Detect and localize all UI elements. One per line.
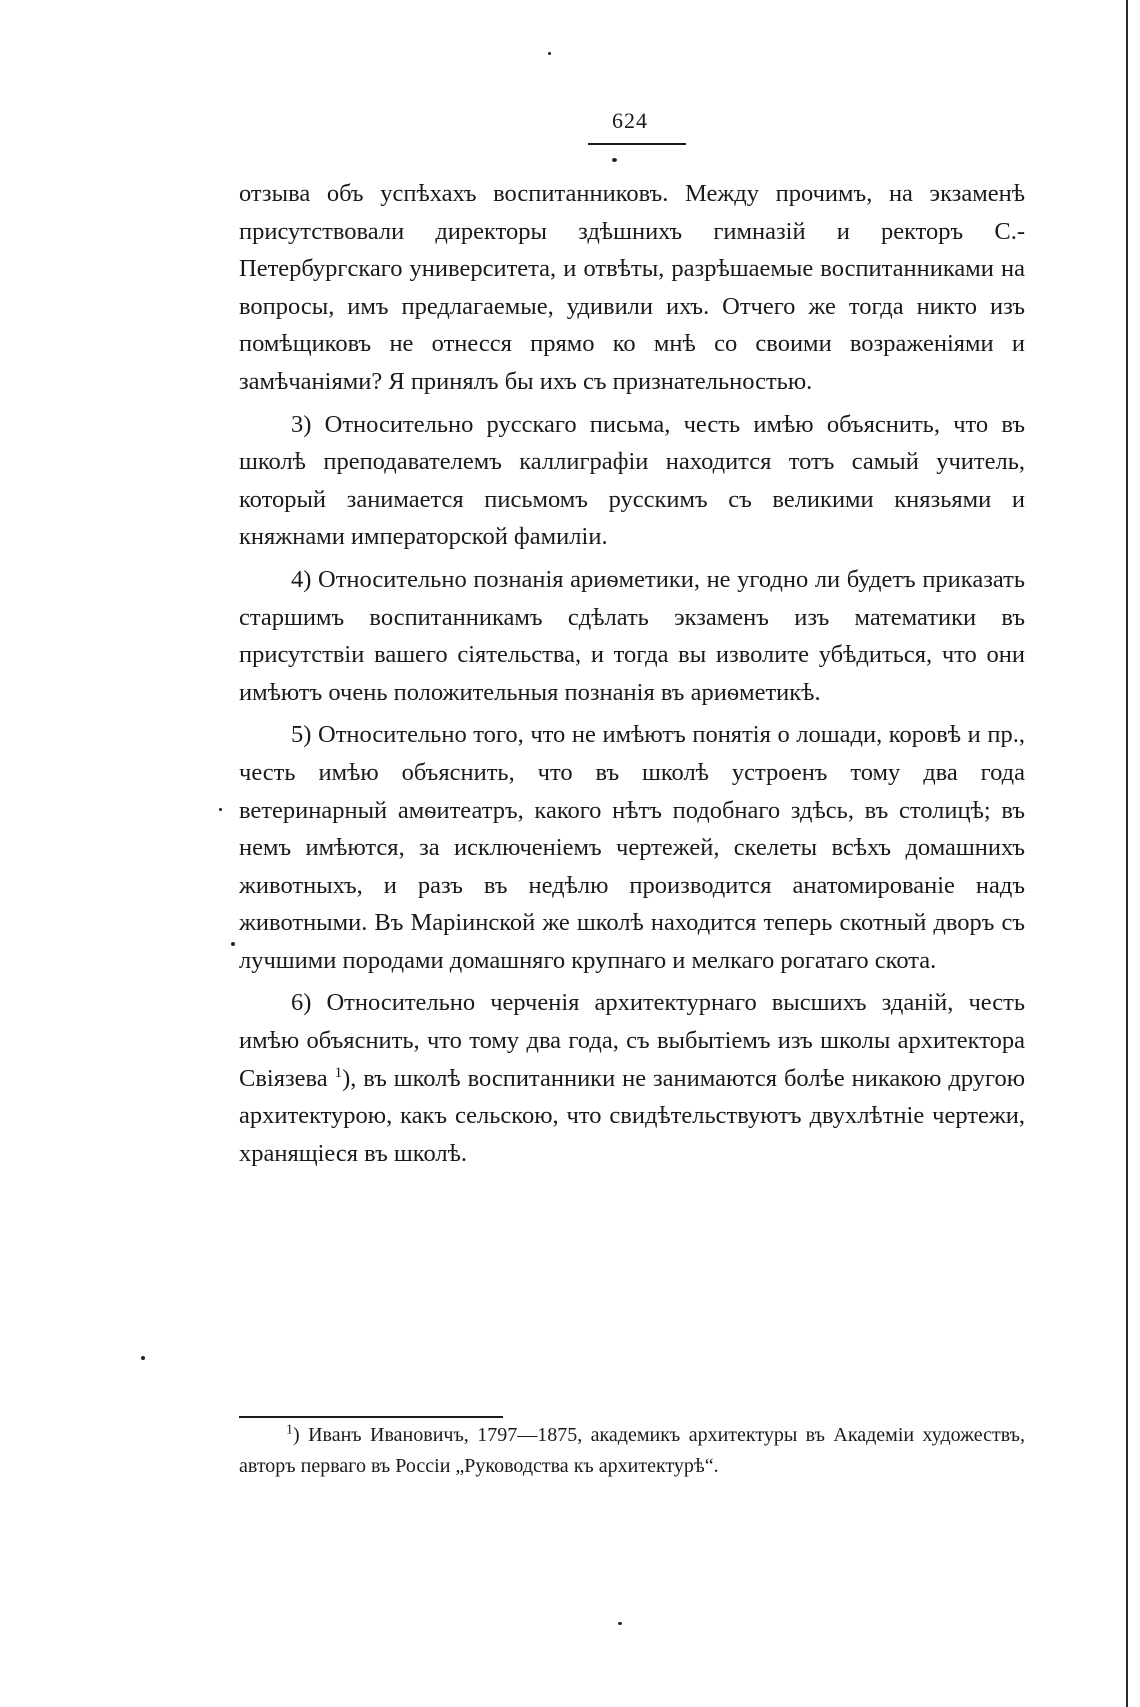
- footnote-mark: 1: [286, 1422, 293, 1438]
- page-number: 624: [612, 108, 648, 133]
- paragraph-item-6-part-2: ), въ школѣ воспитанники не занимаются болѣе никакою другою архитектурою, какъ сельскою, что свидѣтельствуютъ двухлѣтніе чертежи, хранящіеся въ школѣ.: [239, 1064, 1025, 1167]
- page-binding-edge: [1126, 0, 1128, 1707]
- footnote-separator: [239, 1416, 503, 1418]
- footnote: [239, 1420, 1025, 1482]
- paragraph-continuation: отзыва объ успѣхахъ воспитанниковъ. Между прочимъ, на экзаменѣ присутствовали директоры здѣшнихъ гимназій и ректоръ С.-Петербургскаго университета, и отвѣты, разрѣшаемые воспитанниками на вопросы, имъ предлагаемые, удивили ихъ. Отчего же тогда никто изъ помѣщиковъ не отнесся прямо ко мнѣ со своими возраженіями и замѣчаніями? Я принялъ бы ихъ съ признательностью.: [239, 180, 1025, 395]
- scan-speck: [219, 808, 222, 811]
- scan-speck: [612, 158, 617, 162]
- scan-speck: [231, 942, 235, 946]
- paragraph-item-5: 5) Относительно того, что не имѣютъ понятія о лошади, коровѣ и пр., честь имѣю объяснить, что въ школѣ устроенъ тому два года ветеринарный амѳитеатръ, какого нѣтъ подобнаго здѣсь, въ столицѣ; въ немъ имѣются, за исключеніемъ чертежей, скелеты всѣхъ домашнихъ животныхъ, и разъ въ недѣлю производится анатомированіе надъ животными. Въ Маріинской же школѣ находится теперь скотный дворъ съ лучшими породами домашняго крупнаго и мелкаго рогатаго скота.: [239, 721, 1025, 974]
- main-text: [239, 175, 1025, 1172]
- scan-speck: [618, 1622, 622, 1625]
- footnote-body: ) Иванъ Ивановичъ, 1797—1875, академикъ архитектуры въ Академіи художествъ, авторъ перваго въ Россіи „Руководства къ архитектурѣ“.: [239, 1424, 1025, 1477]
- scan-speck: [141, 1356, 145, 1360]
- page-number-rule: [588, 143, 686, 145]
- paragraph-item-3: 3) Относительно русскаго письма, честь имѣю объяснить, что въ школѣ преподавателемъ каллиграфіи находится тотъ самый учитель, который занимается письмомъ русскимъ съ великими князьями и княжнами императорской фамиліи.: [239, 410, 1025, 551]
- paragraph-item-6-part-1: 6) Относительно черченія архитектурнаго высшихъ зданій, честь имѣю объяснить, что тому два года, съ выбытіемъ изъ школы архитектора Свіязева: [239, 989, 1025, 1092]
- paragraph-item-4: 4) Относительно познанія ариѳметики, не угодно ли будетъ приказать старшимъ воспитанникамъ сдѣлать экзаменъ изъ математики въ присутствіи вашего сіятельства, и тогда вы изволите убѣдиться, что они имѣютъ очень положительныя познанія въ ариѳметикѣ.: [239, 565, 1025, 706]
- footnote-reference[interactable]: 1: [334, 1064, 343, 1081]
- paragraph-item-6: [239, 984, 1025, 1172]
- scan-speck: [548, 52, 551, 55]
